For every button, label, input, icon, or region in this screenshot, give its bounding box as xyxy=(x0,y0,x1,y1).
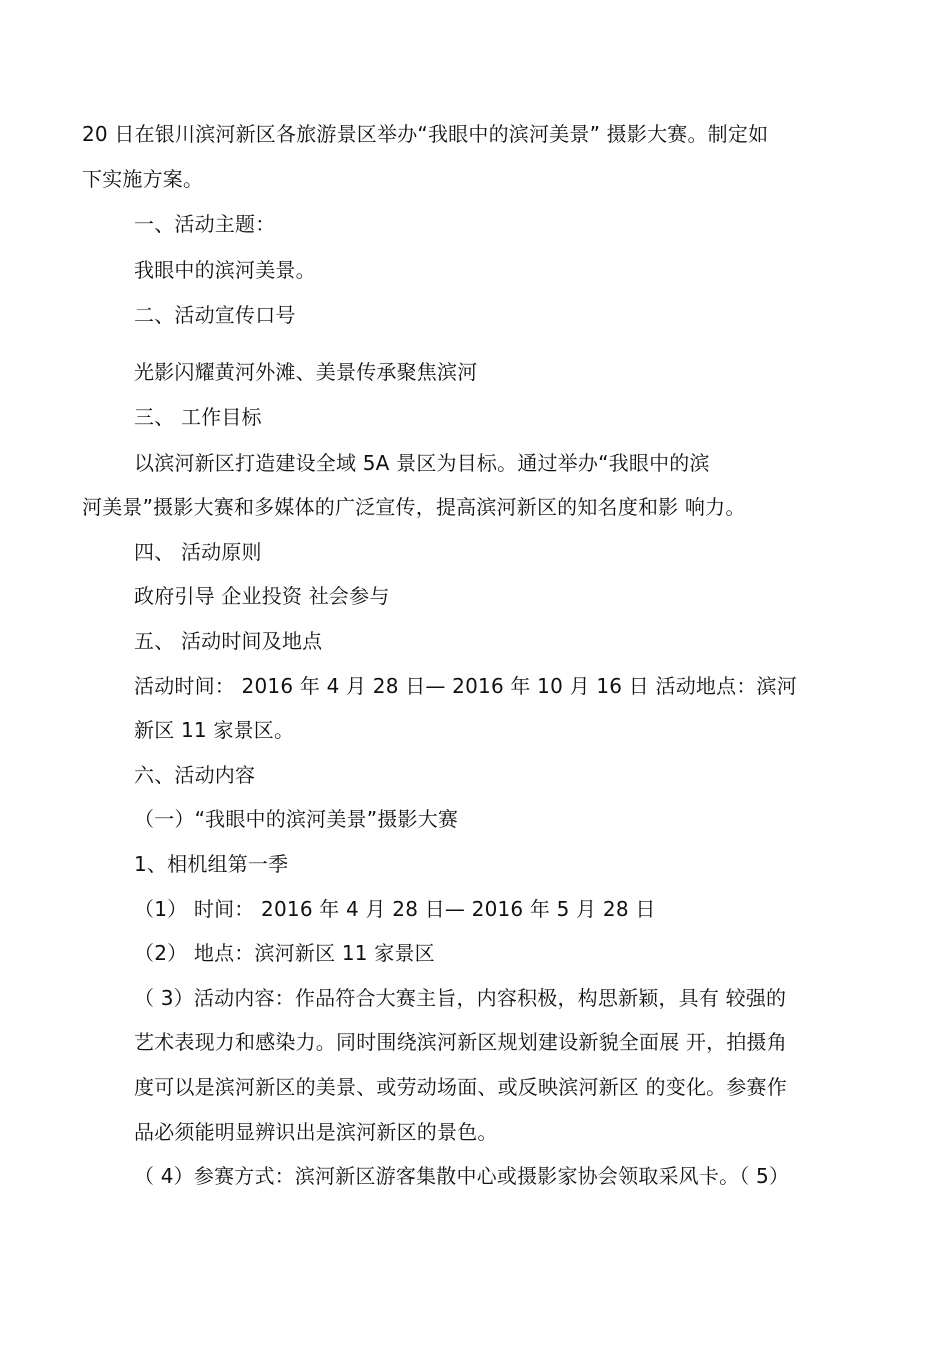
item-time: （1） 时间： 2016 年 4 月 28 日— 2016 年 5 月 28 日 xyxy=(134,897,656,921)
item-content-line-3: 度可以是滨河新区的美景、或劳动场面、或反映滨河新区 的变化。参赛作 xyxy=(134,1075,787,1099)
principle-text: 政府引导 企业投资 社会参与 xyxy=(134,584,390,608)
theme-text: 我眼中的滨河美景。 xyxy=(134,258,316,282)
section-heading-goal: 三、 工作目标 xyxy=(134,405,262,429)
intro-line-2: 下实施方案。 xyxy=(82,167,204,191)
section-heading-content: 六、活动内容 xyxy=(134,763,256,787)
intro-line-1: 20 日在银川滨河新区各旅游景区举办“我眼中的滨河美景” 摄影大赛。制定如 xyxy=(82,122,769,146)
goal-line-1: 以滨河新区打造建设全域 5A 景区为目标。通过举办“我眼中的滨 xyxy=(134,451,710,475)
item-participation: （ 4）参赛方式：滨河新区游客集散中心或摄影家协会领取采风卡。（ 5） xyxy=(134,1164,790,1188)
goal-line-2: 河美景”摄影大赛和多媒体的广泛宣传，提高滨河新区的知名度和影 响力。 xyxy=(82,495,746,519)
item-place: （2） 地点：滨河新区 11 家景区 xyxy=(134,941,435,965)
item-content-line-4: 品必须能明显辨识出是滨河新区的景色。 xyxy=(134,1120,498,1144)
item-content-line-2: 艺术表现力和感染力。同时围绕滨河新区规划建设新貌全面展 开，拍摄角 xyxy=(134,1030,787,1054)
item-content-line-1: （ 3）活动内容：作品符合大赛主旨，内容积极，构思新颖，具有 较强的 xyxy=(134,986,787,1010)
item-camera-group: 1、相机组第一季 xyxy=(134,852,289,876)
slogan-text: 光影闪耀黄河外滩、美景传承聚焦滨河 xyxy=(134,360,478,384)
subsection-heading-contest: （一）“我眼中的滨河美景”摄影大赛 xyxy=(134,807,459,831)
section-heading-time-place: 五、 活动时间及地点 xyxy=(134,629,323,653)
time-place-line-2: 新区 11 家景区。 xyxy=(134,718,295,742)
time-place-line-1: 活动时间： 2016 年 4 月 28 日— 2016 年 10 月 16 日 活动地点：滨河 xyxy=(134,674,797,698)
section-heading-theme: 一、活动主题： xyxy=(134,212,276,236)
section-heading-principle: 四、 活动原则 xyxy=(134,540,262,564)
section-heading-slogan: 二、活动宣传口号 xyxy=(134,303,296,327)
